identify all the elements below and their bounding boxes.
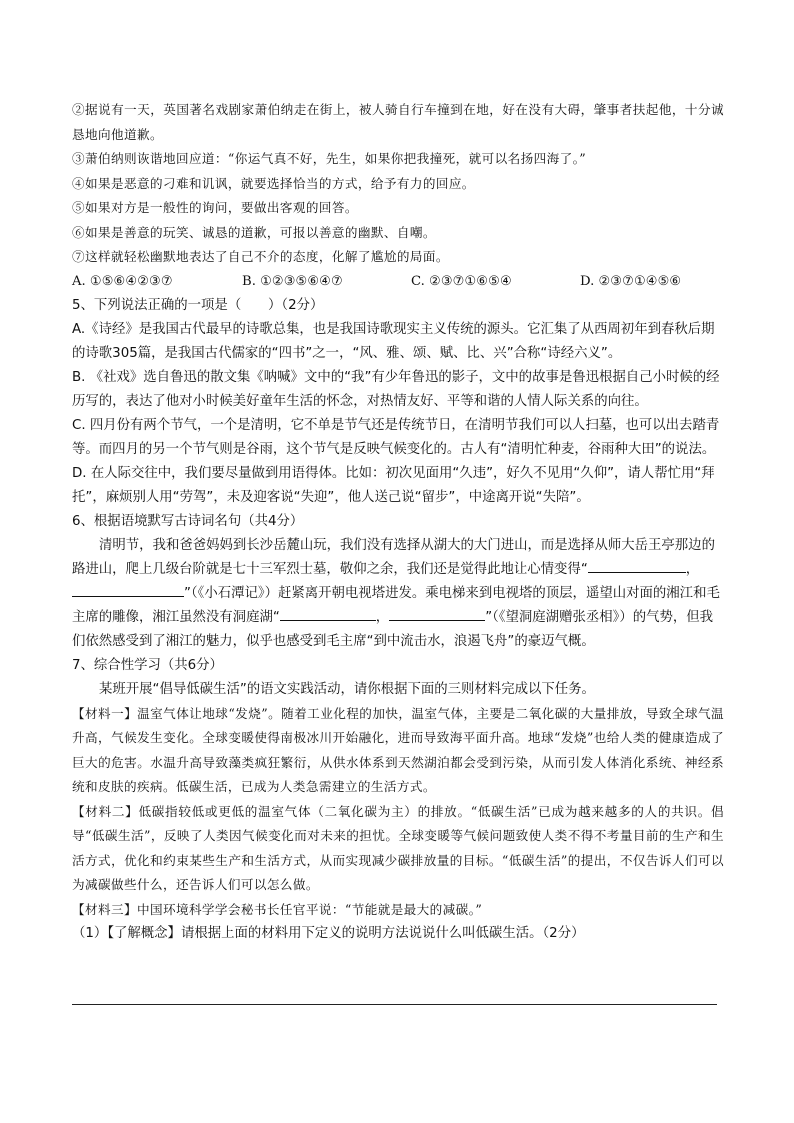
sentence-4: ④如果是恶意的刁难和讥讽，就要选择恰当的方式，给予有力的回应。 — [72, 175, 475, 191]
q5-option-b[interactable]: B. 《社戏》选自鲁迅的散文集《呐喊》文中的“我”有少年鲁迅的影子，文中的故事是鲁迅根据自己小时候的经历写的，表达了他对小时候美好童年生活的怀念，对热情友好、平等和谐的人情人际关系的向往。 — [72, 369, 720, 409]
q6-comma-2: ， — [375, 609, 390, 625]
sentence-6: ⑥如果是善意的玩笑、诚恳的道歉，可报以善意的幽默、自嘲。 — [72, 224, 436, 240]
sentence-5: ⑤如果对方是一般性的询问，要做出客观的回答。 — [72, 200, 358, 215]
material-2: 【材料二】低碳指较低或更低的温室气体（二氧化碳为主）的排放。“低碳生活”已成为越来越多的人的共识。倡导“低碳生活”，反映了人类因气候变化而对未来的担忧。全球变暖等气候问题致使人类不得不考量目前的生产和生活方式，优化和约束某些生产和生活方式，从而实现减少碳排放量的目标。“低碳生活”的提出，不仅告诉人们可以为减碳做些什么，还告诉人们可以怎么做。 — [72, 803, 724, 892]
q7-sub-question-1: （1）【了解概念】请根据上面的材料用下定义的说明方法说说什么叫低碳生活。（2分） — [72, 926, 585, 941]
q6-text-3: ”（《望洞庭湖赠张丞相》）的气势，但我们依然感受到了湘江的魅力，似乎也感受到毛主席“到中流击水，浪遏飞舟”的豪迈气概。 — [72, 609, 714, 649]
q5-option-a[interactable]: A.《诗经》是我国古代最早的诗歌总集，也是我国诗歌现实主义传统的源头。它汇集了从西周初年到春秋后期的诗歌305篇，是我国古代儒家的“四书”之一，“风、雅、颂、赋、比、兴”合称“诗经六义”。 — [72, 321, 715, 361]
sentence-2: ②据说有一天，英国著名戏剧家萧伯纳走在街上，被人骑自行车撞到在地，好在没有大碍，肇事者扶起他，十分诚恳地向他道歉。 — [72, 102, 724, 142]
poem-blank-4[interactable] — [389, 606, 485, 621]
answer-line[interactable] — [72, 1004, 717, 1005]
poem-blank-3[interactable] — [280, 606, 376, 621]
q6-text-2: ”（《小石潭记》）赶紧离开朝电视塔进发。乘电梯来到电视塔的顶层，遥望山对面的湘江和毛主席的雕像，湘江虽然没有洞庭湖“ — [72, 585, 720, 625]
q6-comma-1: ， — [685, 561, 700, 577]
q4-option-c[interactable]: C. ②③⑦①⑥⑤④ — [411, 273, 512, 289]
q6-passage — [72, 534, 724, 654]
q7-intro: 某班开展“倡导低碳生活”的语文实践活动，请你根据下面的三则材料完成以下任务。 — [99, 681, 595, 697]
q5-option-c[interactable]: C. 四月份有两个节气，一个是清明，它不单是节气还是传统节日，在清明节我们可以人扫墓，也可以出去踏青等。而四月的另一个节气则是谷雨，这个节气是反映气候变化的。古人有“清明忙种麦，谷雨种大田”的说法。 — [72, 417, 720, 457]
q5-stem: 5、下列说法正确的一项是（ ）（2分） — [72, 297, 324, 313]
poem-blank-1[interactable] — [588, 558, 686, 573]
material-3: 【材料三】中国环境科学学会秘书长任官平说：“节能就是最大的减碳。” — [72, 901, 483, 917]
q4-option-a[interactable]: A. ①⑤⑥④②③⑦ — [72, 273, 173, 289]
sentence-3: ③萧伯纳则诙谐地回应道：“你运气真不好，先生，如果你把我撞死，就可以名扬四海了。” — [72, 151, 587, 166]
q7-stem: 7、综合性学习（共6分） — [72, 657, 223, 673]
exam-page — [72, 98, 724, 946]
q5-option-d[interactable]: D. 在人际交往中，我们要尽量做到用语得体。比如：初次见面用“久违”，好久不见用“久仰”，请人帮忙用“拜托”，麻烦别人用“劳驾”，未及迎客说“失迎”，他人送己说“留步”，中途离开说“失陪”。 — [72, 465, 715, 505]
material-1: 【材料一】温室气体让地球“发烧”。随着工业化程的加快，温室气体，主要是二氧化碳的大量排放，导致全球气温升高，气候发生变化。全球变暖使得南极冰川开始融化，进而导致海平面升高。地球“发烧”也给人类的健康造成了巨大的危害。水温升高导致藻类疯狂繁衍，从供水体系到天然湖泊都会受到污染，从而引发人体消化系统、神经系统和皮肤的疾病。低碳生活，已成为人类急需建立的生活方式。 — [72, 705, 724, 794]
q4-options — [72, 270, 724, 294]
sentence-7: ⑦这样就轻松幽默地表达了自己不介的态度，化解了尴尬的局面。 — [72, 249, 449, 264]
poem-blank-2[interactable] — [72, 582, 184, 597]
q4-option-d[interactable]: D. ②③⑦①④⑤⑥ — [580, 273, 682, 289]
q6-text-1: 清明节，我和爸爸妈妈到长沙岳麓山玩，我们没有选择从湖大的大门进山，而是选择从师大岳王亭那边的路进山，爬上几级台阶就是七十三军烈士墓，敬仰之余，我们还是觉得此地让心情变得“ — [72, 537, 715, 577]
q4-option-b[interactable]: B. ①②③⑤⑥④⑦ — [242, 273, 343, 289]
q6-stem: 6、根据语境默写古诗词名句（共4分） — [72, 513, 304, 529]
